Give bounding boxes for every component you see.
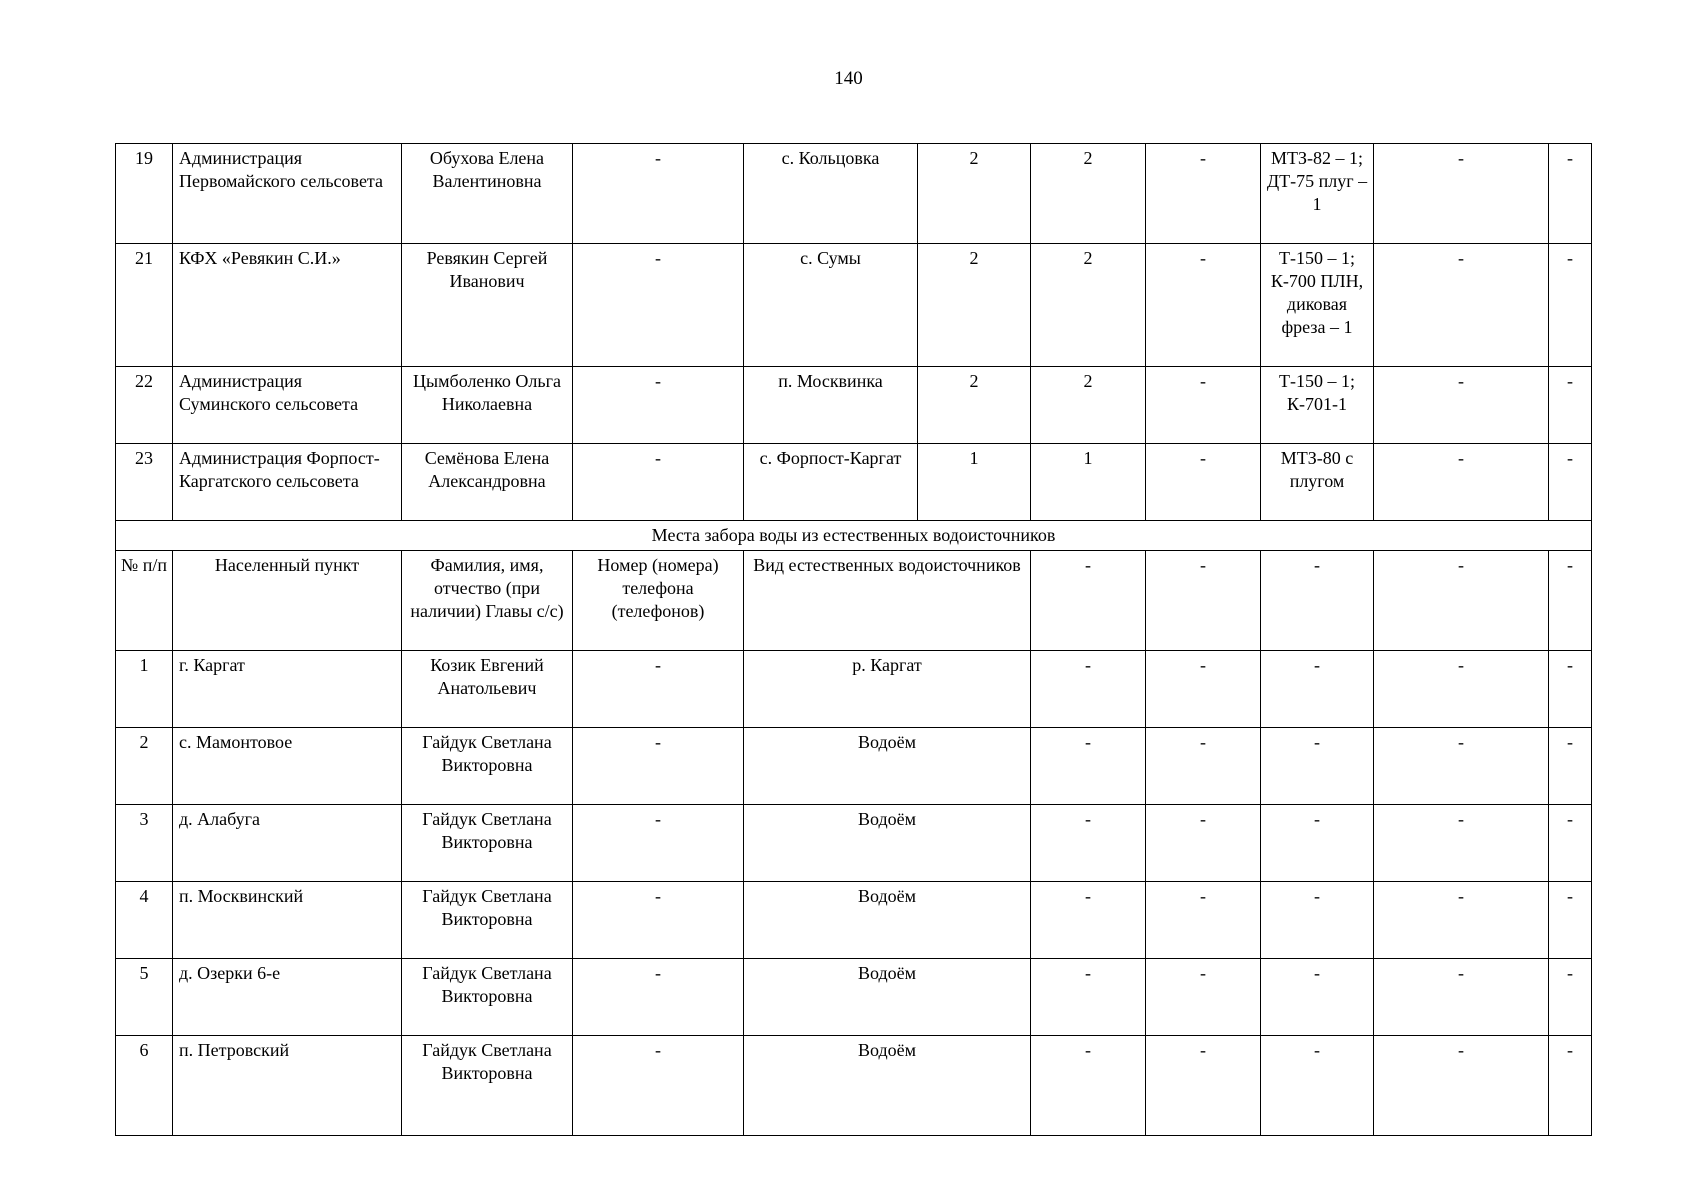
count-cell: 1: [1031, 444, 1146, 521]
row-number: 19: [116, 144, 173, 244]
settlement-cell: п. Петровский: [173, 1036, 402, 1136]
value-cell: -: [1374, 651, 1549, 728]
value-cell: -: [1146, 1036, 1261, 1136]
value-cell: -: [1374, 728, 1549, 805]
head-name: Гайдук Светлана Викторовна: [402, 959, 573, 1036]
settlement-cell: с. Форпост-Каргат: [744, 444, 918, 521]
count-cell: 1: [918, 444, 1031, 521]
row-number: 3: [116, 805, 173, 882]
phone-cell: -: [573, 1036, 744, 1136]
value-cell: -: [1031, 1036, 1146, 1136]
value-cell: -: [1261, 1036, 1374, 1136]
head-name: Обухова Елена Валентиновна: [402, 144, 573, 244]
table-row: [116, 882, 1592, 959]
row-number: 4: [116, 882, 173, 959]
value-cell: -: [1549, 728, 1592, 805]
settlement-cell: д. Алабуга: [173, 805, 402, 882]
value-cell: -: [1031, 651, 1146, 728]
value-cell: -: [1549, 1036, 1592, 1136]
value-cell: -: [1374, 144, 1549, 244]
phone-cell: -: [573, 805, 744, 882]
row-number: 1: [116, 651, 173, 728]
value-cell: -: [1549, 882, 1592, 959]
column-header-phone: Номер (номера) телефона (телефонов): [573, 551, 744, 651]
phone-cell: -: [573, 882, 744, 959]
row-number: 23: [116, 444, 173, 521]
equipment-cell: Т-150 – 1; К-701-1: [1261, 367, 1374, 444]
value-cell: -: [1549, 144, 1592, 244]
value-cell: -: [1374, 959, 1549, 1036]
page-number: 140: [834, 68, 863, 89]
value-cell: -: [1374, 882, 1549, 959]
count-cell: 2: [1031, 244, 1146, 367]
value-cell: -: [1031, 805, 1146, 882]
value-cell: -: [1374, 244, 1549, 367]
settlement-cell: с. Сумы: [744, 244, 918, 367]
value-cell: -: [1146, 805, 1261, 882]
count-cell: 2: [1031, 367, 1146, 444]
water-source-cell: Водоём: [744, 728, 1031, 805]
value-cell: -: [1031, 882, 1146, 959]
count-cell: 2: [1031, 144, 1146, 244]
water-source-cell: Водоём: [744, 959, 1031, 1036]
value-cell: -: [1146, 959, 1261, 1036]
settlement-cell: с. Мамонтовое: [173, 728, 402, 805]
value-cell: -: [1146, 651, 1261, 728]
section-row: [116, 521, 1592, 551]
count-cell: 2: [918, 144, 1031, 244]
phone-cell: -: [573, 651, 744, 728]
table-row: [116, 444, 1592, 521]
settlement-cell: с. Кольцовка: [744, 144, 918, 244]
table-row: [116, 805, 1592, 882]
organization-name: Администрация Форпост-Каргатского сельсовета: [173, 444, 402, 521]
value-cell: -: [1549, 959, 1592, 1036]
value-cell: -: [1374, 1036, 1549, 1136]
value-cell: -: [1031, 728, 1146, 805]
table-row: [116, 651, 1592, 728]
value-cell: -: [1549, 651, 1592, 728]
value-cell: -: [1261, 551, 1374, 651]
value-cell: -: [1261, 882, 1374, 959]
value-cell: -: [1549, 805, 1592, 882]
column-header-head: Фамилия, имя, отчество (при наличии) Главы с/с): [402, 551, 573, 651]
value-cell: -: [1031, 959, 1146, 1036]
value-cell: -: [1261, 959, 1374, 1036]
row-number: 21: [116, 244, 173, 367]
value-cell: -: [1374, 367, 1549, 444]
organization-name: КФХ «Ревякин С.И.»: [173, 244, 402, 367]
settlement-cell: п. Москвинский: [173, 882, 402, 959]
organization-name: Администрация Первомайского сельсовета: [173, 144, 402, 244]
table-row: [116, 144, 1592, 244]
column-header-source: Вид естественных водоисточников: [744, 551, 1031, 651]
water-source-cell: Водоём: [744, 805, 1031, 882]
head-name: Гайдук Светлана Викторовна: [402, 805, 573, 882]
head-name: Гайдук Светлана Викторовна: [402, 1036, 573, 1136]
value-cell: -: [1374, 551, 1549, 651]
value-cell: -: [1261, 805, 1374, 882]
value-cell: -: [1146, 551, 1261, 651]
document-table: [115, 143, 1592, 1136]
count-cell: 2: [918, 244, 1031, 367]
value-cell: -: [1031, 551, 1146, 651]
value-cell: -: [1146, 244, 1261, 367]
row-number: 5: [116, 959, 173, 1036]
phone-cell: -: [573, 244, 744, 367]
column-header-settlement: Населенный пункт: [173, 551, 402, 651]
value-cell: -: [1374, 805, 1549, 882]
value-cell: -: [1146, 444, 1261, 521]
value-cell: -: [1549, 244, 1592, 367]
phone-cell: -: [573, 144, 744, 244]
head-name: Ревякин Сергей Иванович: [402, 244, 573, 367]
value-cell: -: [1549, 551, 1592, 651]
value-cell: -: [1549, 367, 1592, 444]
value-cell: -: [1549, 444, 1592, 521]
table-row: [116, 244, 1592, 367]
head-name: Гайдук Светлана Викторовна: [402, 882, 573, 959]
water-source-cell: р. Каргат: [744, 651, 1031, 728]
column-header-number: № п/п: [116, 551, 173, 651]
settlement-cell: д. Озерки 6-е: [173, 959, 402, 1036]
head-name: Семёнова Елена Александровна: [402, 444, 573, 521]
count-cell: 2: [918, 367, 1031, 444]
row-number: 22: [116, 367, 173, 444]
settlement-cell: г. Каргат: [173, 651, 402, 728]
head-name: Гайдук Светлана Викторовна: [402, 728, 573, 805]
head-name: Цымболенко Ольга Николаевна: [402, 367, 573, 444]
value-cell: -: [1146, 367, 1261, 444]
head-name: Козик Евгений Анатольевич: [402, 651, 573, 728]
settlement-cell: п. Москвинка: [744, 367, 918, 444]
row-number: 2: [116, 728, 173, 805]
phone-cell: -: [573, 444, 744, 521]
value-cell: -: [1146, 144, 1261, 244]
table-row: [116, 367, 1592, 444]
table-row: [116, 728, 1592, 805]
equipment-cell: МТЗ-82 – 1; ДТ-75 плуг – 1: [1261, 144, 1374, 244]
water-source-cell: Водоём: [744, 882, 1031, 959]
header-row: [116, 551, 1592, 651]
value-cell: -: [1261, 728, 1374, 805]
phone-cell: -: [573, 959, 744, 1036]
phone-cell: -: [573, 367, 744, 444]
water-source-cell: Водоём: [744, 1036, 1031, 1136]
value-cell: -: [1261, 651, 1374, 728]
value-cell: -: [1146, 728, 1261, 805]
section-title: Места забора воды из естественных водоисточников: [116, 521, 1592, 551]
organization-name: Администрация Суминского сельсовета: [173, 367, 402, 444]
phone-cell: -: [573, 728, 744, 805]
equipment-cell: МТЗ-80 с плугом: [1261, 444, 1374, 521]
row-number: 6: [116, 1036, 173, 1136]
value-cell: -: [1374, 444, 1549, 521]
value-cell: -: [1146, 882, 1261, 959]
table-row: [116, 959, 1592, 1036]
table-row: [116, 1036, 1592, 1136]
equipment-cell: Т-150 – 1; К-700 ПЛН, диковая фреза – 1: [1261, 244, 1374, 367]
